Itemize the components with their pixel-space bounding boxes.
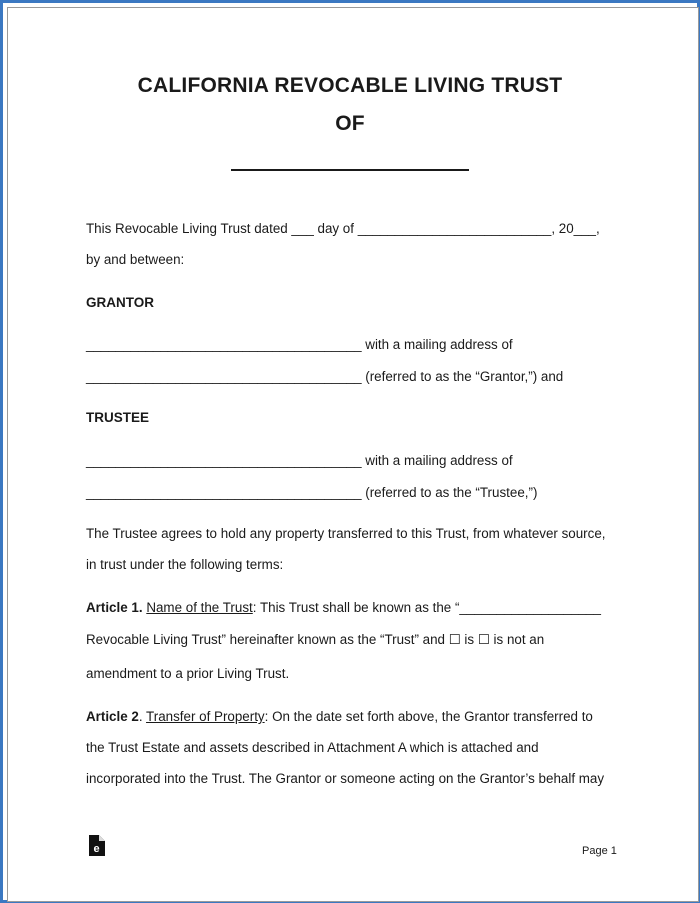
article-2-separator: . [138,709,147,724]
article-2-line-2: the Trust Estate and assets described in Attachment A which is attached and [86,740,539,755]
page-number: Page 1 [582,845,617,857]
article-1-line-2: Revocable Living Trust” hereinafter known as the “Trust” and ☐ is ☐ is not an [86,632,545,647]
trustee-heading: TRUSTEE [86,410,150,425]
document-title: CALIFORNIA REVOCABLE LIVING TRUST [137,74,563,97]
trustee-line-1: _____________________________________ with a mailing address of [86,453,513,468]
svg-text:e: e [93,843,100,855]
article-1-heading: Name of the Trust [146,600,253,615]
intro-line-2: by and between: [86,252,185,267]
article-2-label: Article 2 [86,709,139,724]
agreement-line-2: in trust under the following terms: [86,557,284,572]
article-2-text: : On the date set forth above, the Grantor transferred to [264,709,593,724]
article-1-line-1 [86,600,601,615]
agreement-line-1: The Trustee agrees to hold any property transferred to this Trust, from whatever source, [86,526,606,541]
trustee-line-2: _____________________________________ (referred to as the “Trustee,”) [86,485,538,500]
grantor-line-2: _____________________________________ (referred to as the “Grantor,”) and [86,369,564,384]
intro-line-1: This Revocable Living Trust dated ___ day of __________________________, 20___, [86,221,600,236]
article-1-line-3: amendment to a prior Living Trust. [86,666,290,681]
document-title-of: OF [335,112,365,135]
trust-name-blank-line [231,169,469,171]
eforms-logo-icon [88,835,106,856]
article-1-text: : This Trust shall be known as the “___________________ [252,600,601,615]
grantor-line-1: _____________________________________ with a mailing address of [86,337,513,352]
article-2-heading: Transfer of Property [146,709,265,724]
article-2-line-3: incorporated into the Trust. The Grantor or someone acting on the Grantor’s behalf may [86,771,605,786]
article-1-label: Article 1. [86,600,143,615]
grantor-heading: GRANTOR [86,295,155,310]
article-2-line-1 [86,709,593,724]
